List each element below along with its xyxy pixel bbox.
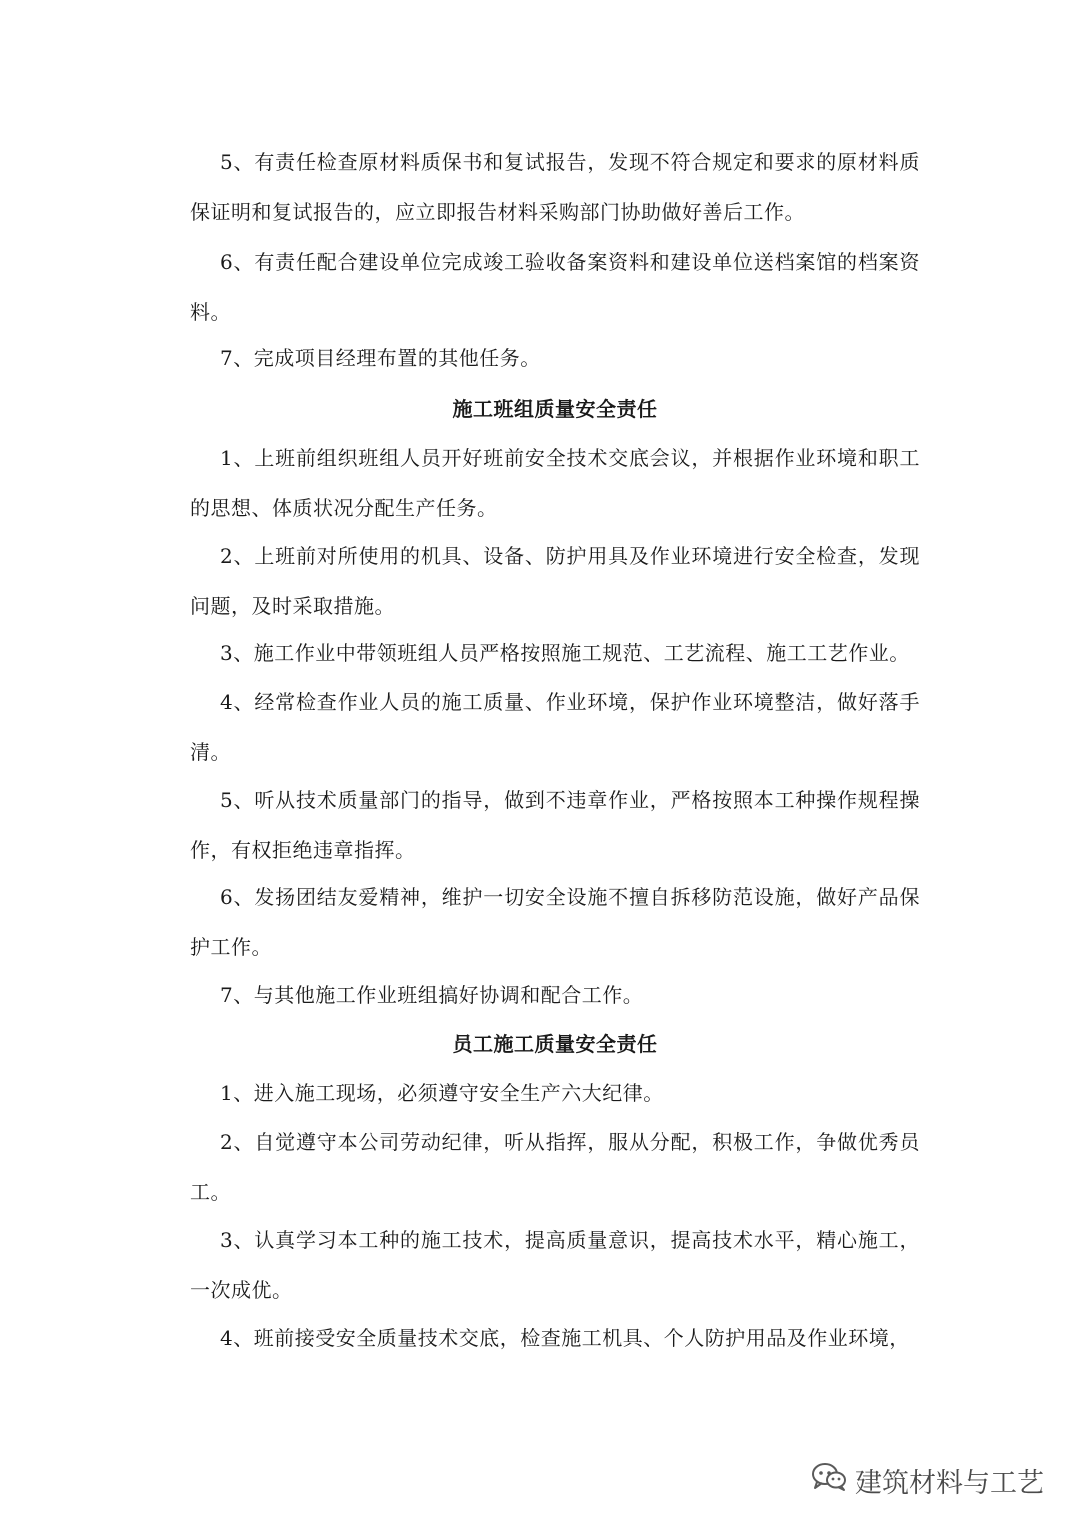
paragraph-staff-1: 1、进入施工现场，必须遵守安全生产六大纪律。 [220,1081,664,1105]
paragraph-team-7: 7、与其他施工作业班组搞好协调和配合工作。 [220,983,644,1007]
paragraph-team-5: 5、听从技术质量部门的指导，做到不违章作业，严格按照本工种操作规程操作，有权拒绝违章指挥。 [190,788,920,862]
section-title-team: 施工班组质量安全责任 [452,397,658,421]
paragraph-staff-2: 2、自觉遵守本公司劳动纪律，听从指挥，服从分配，积极工作，争做优秀员工。 [190,1130,920,1204]
paragraph-s1-5: 5、有责任检查原材料质保书和复试报告，发现不符合规定和要求的原材料质保证明和复试报告的，应立即报告材料采购部门协助做好善后工作。 [190,150,920,224]
section-title-staff: 员工施工质量安全责任 [452,1032,658,1056]
paragraph-s1-7: 7、完成项目经理布置的其他任务。 [220,346,541,370]
paragraph-team-1: 1、上班前组织班组人员开好班前安全技术交底会议，并根据作业环境和职工的思想、体质状况分配生产任务。 [190,446,920,520]
paragraph-team-2: 2、上班前对所使用的机具、设备、防护用具及作业环境进行安全检查，发现问题，及时采取措施。 [190,544,920,618]
watermark [811,1460,1044,1500]
watermark-text: 建筑材料与工艺 [855,1467,1044,1499]
paragraph-s1-6: 6、有责任配合建设单位完成竣工验收备案资料和建设单位送档案馆的档案资料。 [190,250,920,324]
paragraph-staff-3: 3、认真学习本工种的施工技术，提高质量意识，提高技术水平，精心施工，一次成优。 [190,1228,920,1302]
paragraph-team-6: 6、发扬团结友爱精神，维护一切安全设施不擅自拆移防范设施，做好产品保护工作。 [190,885,920,959]
paragraph-team-4: 4、经常检查作业人员的施工质量、作业环境，保护作业环境整洁，做好落手清。 [190,690,920,764]
wechat-icon [811,1462,847,1499]
paragraph-staff-4: 4、班前接受安全质量技术交底，检查施工机具、个人防护用品及作业环境， [220,1326,910,1350]
paragraph-team-3: 3、施工作业中带领班组人员严格按照施工规范、工艺流程、施工工艺作业。 [220,641,910,665]
